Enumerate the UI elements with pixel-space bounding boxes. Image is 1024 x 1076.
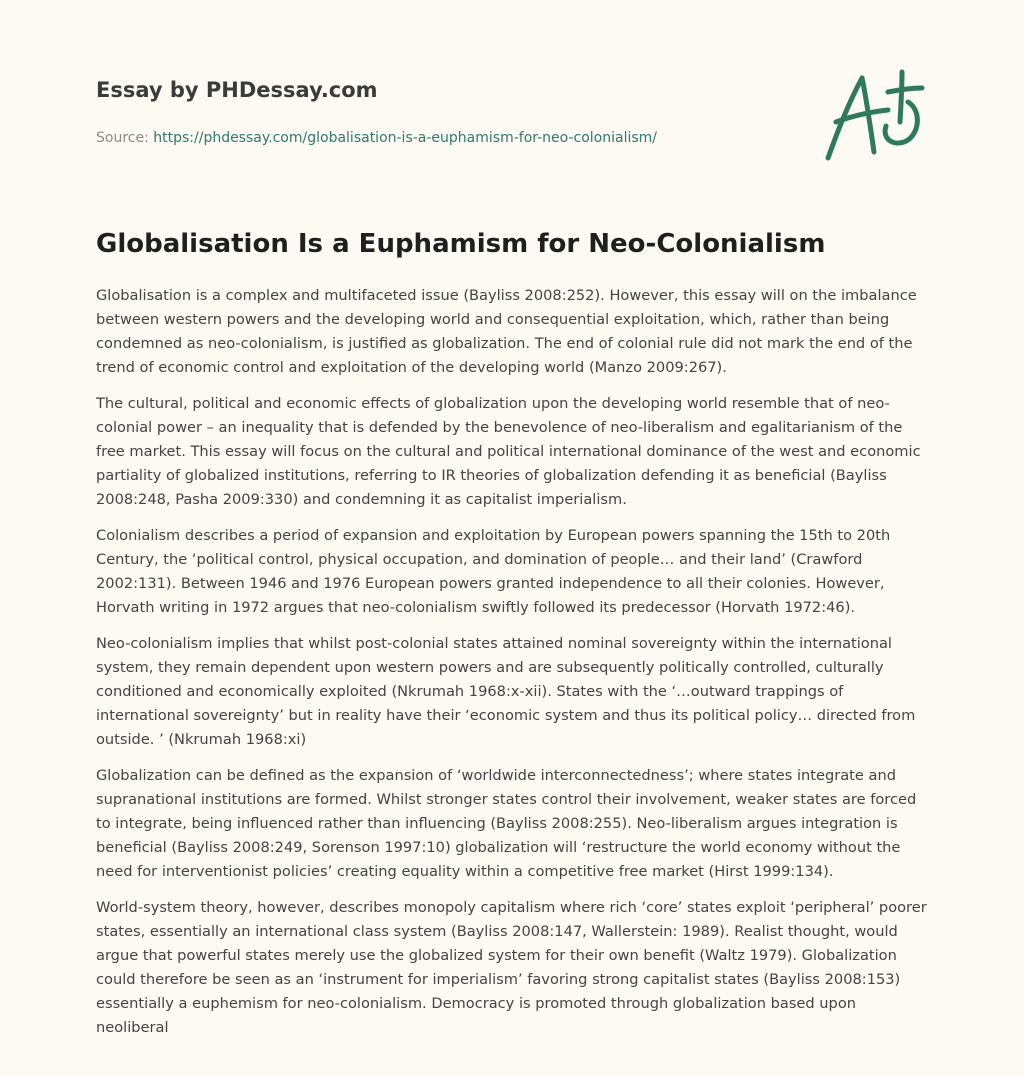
site-header (96, 76, 796, 148)
a-plus-logo-icon (818, 66, 930, 166)
essay-paragraph: Globalisation is a complex and multifaceted issue (Bayliss 2008:252). However, this essay will on the imbalance between western powers and the developing world and consequential exploitation, which, rather than being condemned as neo-colonialism, is justified as globalization. The end of colonial rule did not mark the end of the trend of economic control and exploitation of the developing world (Manzo 2009:267). (96, 287, 917, 376)
essay-title: Globalisation Is a Euphamism for Neo-Colonialism (96, 229, 826, 259)
source-link[interactable]: https://phdessay.com/globalisation-is-a-euphamism-for-neo-colonialism/ (153, 130, 658, 146)
essay-paragraph: The cultural, political and economic effects of globalization upon the developing world resemble that of neo-colonial power – an inequality that is defended by the benevolence of neo-liberalism and egalitarianism of the free market. This essay will focus on the cultural and political international dominance of the west and economic partiality of globalized institutions, referring to IR theories of globalization defending it as beneficial (Bayliss 2008:248, Pasha 2009:330) and condemning it as capitalist imperialism. (96, 395, 921, 508)
site-brand: Essay by PHDessay.com (96, 78, 378, 102)
essay-paragraph: Colonialism describes a period of expansion and exploitation by European powers spanning the 15th to 20th Century, the ‘political control, physical occupation, and domination of people… and their land’ (Crawford 2002:131). Between 1946 and 1976 European powers granted independence to all their colonies. However, Horvath writing in 1972 argues that neo-colonialism swiftly followed its predecessor (Horvath 1972:46). (96, 527, 891, 616)
essay-paragraph: Neo-colonialism implies that whilst post-colonial states attained nominal sovereignty within the international system, they remain dependent upon western powers and are subsequently politically controlled, culturally conditioned and economically exploited (Nkrumah 1968:x-xii). States with the ‘…outward trappings of international sovereignty’ but in reality have their ‘economic system and thus its political policy… directed from outside. ’ (Nkrumah 1968:xi) (96, 635, 916, 748)
essay-body (96, 284, 928, 1052)
essay-paragraph: World-system theory, however, describes monopoly capitalism where rich ‘core’ states exploit ‘peripheral’ poorer states, essentially an international class system (Bayliss 2008:147, Wallerstein: 1989). Realist thought, would argue that powerful states merely use the globalized system for their own benefit (Waltz 1979). Globalization could therefore be seen as an ‘instrument for imperialism’ favoring strong capitalist states (Bayliss 2008:153) essentially a euphemism for neo-colonialism. Democracy is promoted through globalization based upon neoliberal (96, 899, 927, 1036)
source-line (96, 128, 796, 148)
source-label: Source: (96, 130, 154, 146)
essay-paragraph: Globalization can be defined as the expansion of ‘worldwide interconnectedness’; where states integrate and supranational institutions are formed. Whilst stronger states control their involvement, weaker states are forced to integrate, being influenced rather than influencing (Bayliss 2008:255). Neo-liberalism argues integration is beneficial (Bayliss 2008:249, Sorenson 1997:10) globalization will ‘restructure the world economy without the need for interventionist policies’ creating equality within a competitive free market (Hirst 1999:134). (96, 767, 917, 880)
